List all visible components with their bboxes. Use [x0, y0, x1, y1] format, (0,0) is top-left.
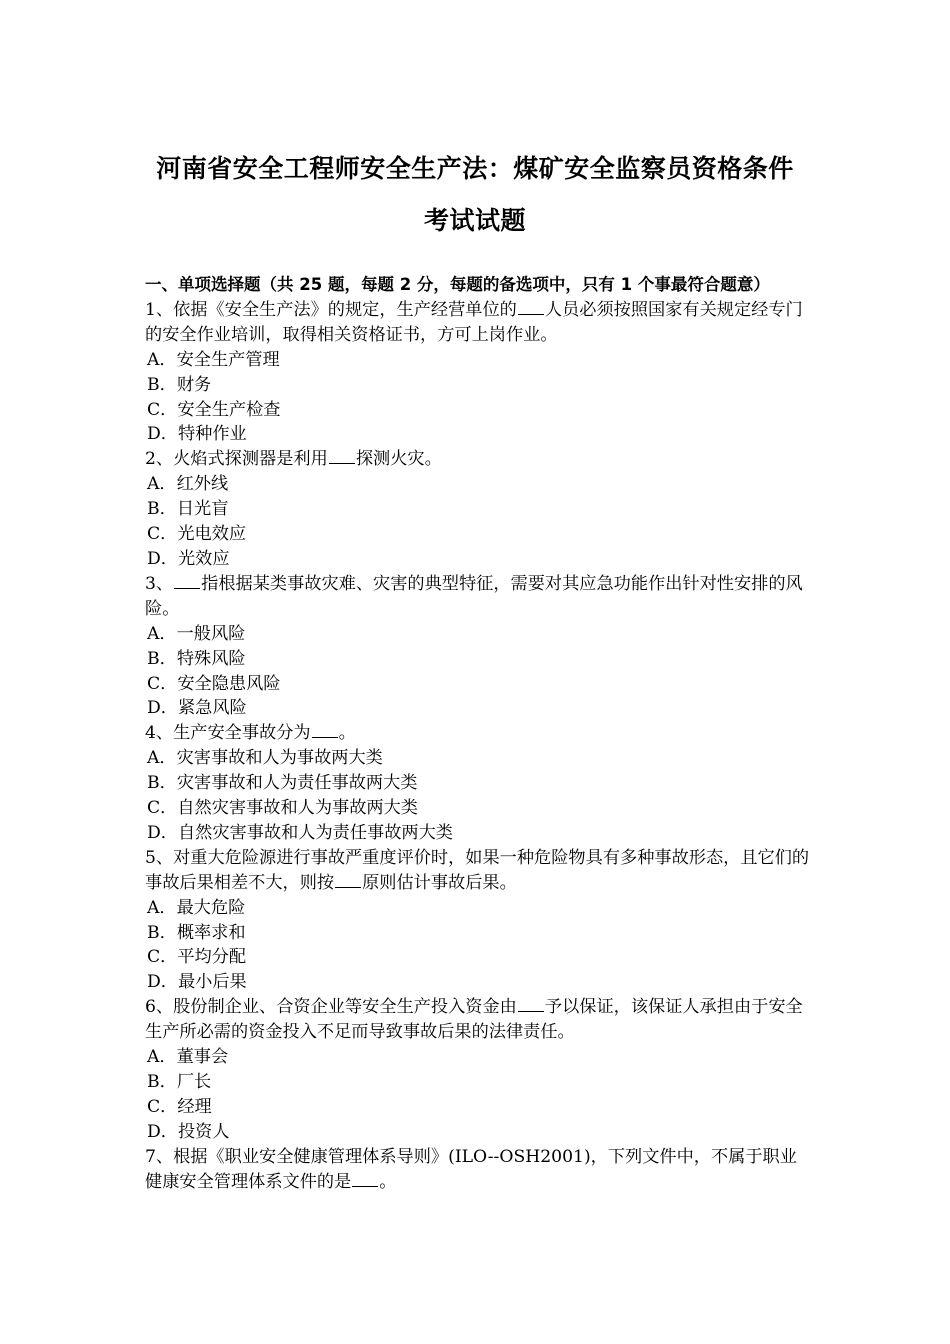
- question-stem-text: 4、生产安全事故分为: [145, 723, 311, 744]
- answer-option: B．财务: [147, 374, 212, 395]
- question-stem-text: 。: [379, 1171, 397, 1192]
- answer-blank: [312, 723, 338, 738]
- answer-option: C．自然灾害事故和人为事故两大类: [147, 798, 418, 819]
- answer-option: D．光效应: [147, 548, 230, 569]
- answer-option: D．最小后果: [147, 972, 247, 993]
- answer-option: A．董事会: [147, 1047, 229, 1068]
- document-body: [145, 273, 810, 1195]
- answer-option: A．安全生产管理: [147, 349, 280, 370]
- answer-option: C．光电效应: [147, 524, 247, 545]
- document-title-line2: 考试试题: [423, 206, 526, 235]
- question-stem: [145, 1145, 810, 1195]
- question-stem-text: 原则估计事故后果。: [362, 872, 517, 893]
- answer-blank: [352, 1172, 378, 1187]
- answer-option: D．自然灾害事故和人为责任事故两大类: [147, 822, 453, 843]
- question-stem: [145, 846, 810, 896]
- question-stem-text: 1、依据《安全生产法》的规定，生产经营单位的: [145, 299, 517, 320]
- question-stem-text: 2、火焰式探测器是利用: [145, 449, 328, 470]
- answer-option: A．红外线: [147, 474, 229, 495]
- answer-option: C．安全生产检查: [147, 399, 281, 420]
- answer-option: C．安全隐患风险: [147, 673, 281, 694]
- answer-option: A．灾害事故和人为事故两大类: [147, 748, 383, 769]
- question-list: [145, 298, 810, 1195]
- question-stem-text: 指根据某类事故灾难、灾害的典型特征，需要对其应急功能作出针对性安排的风险。: [145, 573, 803, 619]
- question-stem-text: 7、根据《职业安全健康管理体系导则》(ILO--OSH2001)，下列文件中，不属于职业健康安全管理体系文件的是: [145, 1146, 797, 1192]
- answer-option: D．投资人: [147, 1121, 230, 1142]
- question-stem: [145, 298, 810, 348]
- document-title-line1: 河南省安全工程师安全生产法：煤矿安全监察员资格条件: [156, 154, 794, 183]
- answer-option: D．特种作业: [147, 424, 247, 445]
- question-stem-text: 。: [338, 723, 356, 744]
- question-stem: [145, 572, 810, 622]
- answer-blank: [335, 873, 361, 888]
- question-stem: [145, 447, 810, 472]
- question-stem-text: 探测火灾。: [355, 449, 442, 470]
- answer-option: A．一般风险: [147, 623, 246, 644]
- question-stem-text: 3、: [145, 573, 174, 594]
- answer-option: C．平均分配: [147, 947, 247, 968]
- answer-option: C．经理: [147, 1096, 212, 1117]
- answer-blank: [518, 997, 544, 1012]
- section-heading: 一、单项选择题（共 25 题，每题 2 分，每题的备选项中，只有 1 个事最符合题意）: [145, 275, 770, 294]
- answer-option: B．灾害事故和人为责任事故两大类: [147, 773, 418, 794]
- answer-option: B．特殊风险: [147, 648, 246, 669]
- answer-option: B．概率求和: [147, 922, 246, 943]
- answer-blank: [518, 300, 544, 315]
- answer-option: B．厂长: [147, 1072, 212, 1092]
- answer-blank: [329, 449, 355, 464]
- answer-option: B．日光盲: [147, 499, 229, 520]
- answer-option: A．最大危险: [147, 897, 246, 918]
- question-stem-text: 5、对重大危险源进行事故严重度评价时，如果一种危险物具有多种事故形态，且它们的事故后果相差不大，则按: [145, 847, 810, 893]
- question-stem-text: 人员必须按照国家有关规定经专门的安全作业培训，取得相关资格证书，方可上岗作业。: [145, 299, 803, 345]
- question-stem: [145, 721, 810, 746]
- answer-option: D．紧急风险: [147, 698, 247, 719]
- question-stem: [145, 995, 810, 1045]
- question-stem-text: 予以保证，该保证人承担由于安全生产所必需的资金投入不足而导致事故后果的法律责任。: [145, 997, 803, 1043]
- question-stem-text: 6、股份制企业、合资企业等安全生产投入资金由: [145, 997, 517, 1018]
- answer-blank: [174, 574, 200, 589]
